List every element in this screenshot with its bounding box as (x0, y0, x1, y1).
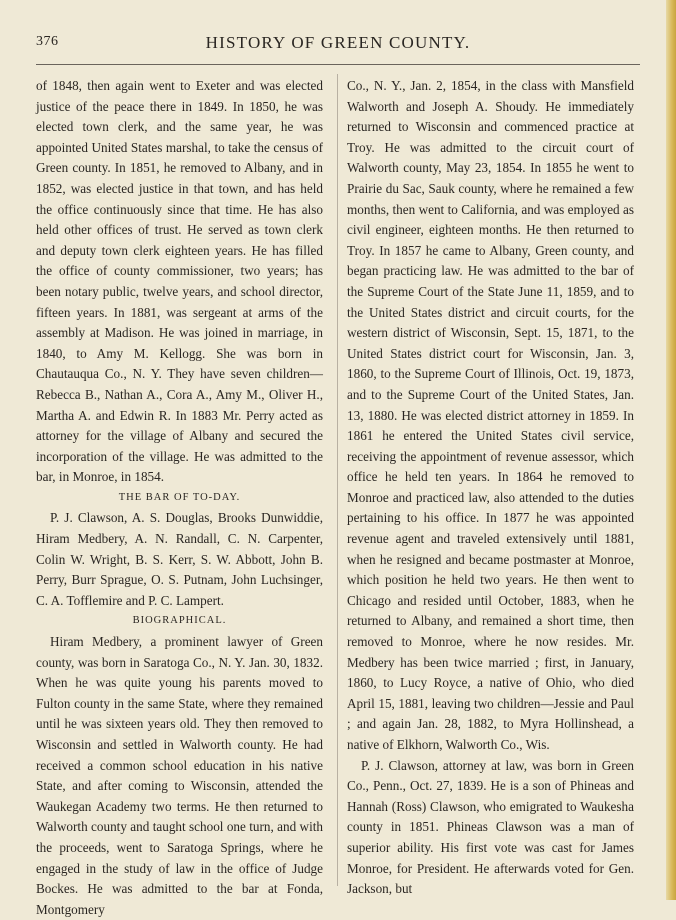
running-head-title: HISTORY OF GREEN COUNTY. (205, 33, 471, 52)
paragraph-perry-continued: of 1848, then again went to Exeter and was elected justice of the peace there in 1849. In 1850, he was elected town clerk, and the same year, he was appointed United States marshal, to take the census of Green county. In 1851, he removed to Albany, and in 1852, was elected justice in that town, and has held the office continuously since that time. He has also held other offices of trust. He served as town clerk and deputy town clerk eighteen years. He has filled the office of county commissioner, two years; has been notary public, twelve years, and school director, fifteen years. In 1881, was sergeant at arms of the assembly at Madison. He was joined in marriage, in 1840, to Amy M. Kellogg. She was born in Chautauqua Co., N. Y. They have seven children—Rebecca B., Nathan A., Cora A., Amy M., Oliver H., Martha A. and Edwin R. In 1883 Mr. Perry acted as attorney for the village of Albany and secured the incorporation of the village. He was admitted to the bar, in Monroe, in 1854. (36, 78, 323, 485)
column-divider (337, 74, 338, 886)
left-column (36, 76, 323, 920)
header-rule (36, 64, 640, 65)
paragraph-bar-members: P. J. Clawson, A. S. Douglas, Brooks Dunwiddie, Hiram Medbery, A. N. Randall, C. N. Carpenter, Colin W. Wright, B. S. Kerr, S. W. Abbott, John B. Perry, Burr Sprague, O. S. Putnam, John Luchsinger, C. A. Tofflemire and P. C. Lampert. (36, 510, 323, 608)
paragraph-medbery-bio: Hiram Medbery, a prominent lawyer of Green county, was born in Saratoga Co., N. Y. Jan. 30, 1832. When he was quite young his parents moved to Fulton county in the same State, where they remained until he was sixteen years old. They then removed to Wisconsin and settled in Walworth county. He had received a common school education in his native State, and after coming to Wisconsin, attended the Waukegan Academy two terms. He then returned to Walworth county and taught school one turn, and with the proceeds, went to Saratoga Springs, where he engaged in the study of law in the office of Judge Bockes. He was admitted to the bar at Fonda, Montgomery (36, 634, 323, 917)
paragraph-clawson-bio: P. J. Clawson, attorney at law, was born in Green Co., Penn., Oct. 27, 1839. He is a son of Phineas and Hannah (Ross) Clawson, who emigrated to Waukesha county in 1851. Phineas Clawson was a man of superior ability. His first vote was cast for James Monroe, for President. He afterwards voted for Gen. Jackson, but (347, 757, 634, 897)
right-column (347, 76, 634, 900)
section-heading-bar-of-today: THE BAR OF TO-DAY. (118, 491, 241, 503)
book-spine-edge (666, 0, 676, 900)
paragraph-medbery-continued: Co., N. Y., Jan. 2, 1854, in the class with Mansfield Walworth and Joseph A. Shoudy. He immediately returned to Wisconsin and commenced practice at Troy. He was admitted to the circuit court of Walworth county, May 23, 1854. In 1855 he went to Prairie du Sac, Sauk county, where he remained a few months, then went to California, and was employed as civil engineer, eighteen months. He then returned to Troy. In 1857 he came to Albany, Green county, and began practicing law. He was admitted to the bar of the Supreme Court of the State June 11, 1859, and to the United States district and circuit courts, for the western district of Wisconsin, Sept. 15, 1871, to the United States district court for Wisconsin, Jan. 3, 1860, to the Supreme Court of Illinois, Oct. 19, 1873, and to the Supreme Court of the United States, Jan. 13, 1880. He was elected district attorney in 1859. In 1861 he entered the United States civil service, receiving the appointment of revenue assessor, which office he held ten years. In 1864 he removed to Monroe and practiced law, also attended to the duties pertaining to his office. In 1877 he was appointed revenue agent and traveled extensively until 1881, when he resigned and became postmaster at Monroe, which position he held two years. He then went to Chicago and resided until October, 1883, when he returned to Albany, and remained a short time, then removed to Monroe, where he now resides. Mr. Medbery has been twice married ; first, in January, 1860, to Lucy Royce, a native of Ohio, who died April 15, 1881, leaving two children—Jessie and Paul ; and again Jan. 28, 1882, to Myra Hollinshead, a native of Elkhorn, Walworth Co., Wis. (347, 78, 634, 752)
section-heading-biographical: BIOGRAPHICAL. (132, 615, 227, 627)
page-number: 376 (36, 34, 59, 49)
